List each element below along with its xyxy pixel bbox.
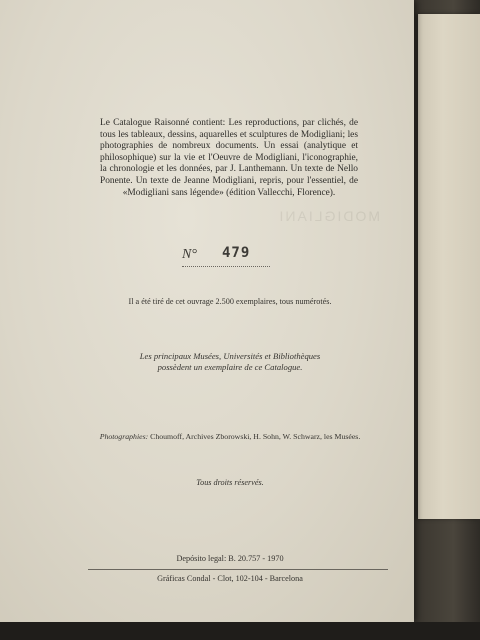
print-run-note: Il a été tiré de cet ouvrage 2.500 exemplaires, tous numérotés.: [128, 297, 332, 306]
serial-label: N°: [182, 247, 197, 262]
photo-credits-label: Photographies:: [99, 432, 149, 441]
legal-deposit: Depósito legal: B. 20.757 - 1970: [176, 554, 284, 563]
printer-imprint: Gráficas Condal - Clot, 102-104 - Barcelona: [157, 574, 303, 583]
museums-note: [70, 351, 390, 373]
catalogue-contents-paragraph: Le Catalogue Raisonné contient: Les reproductions, par clichés, de tous les tableaux, dessins, aquarelles et sculptures de Modigliani; les photographies de nombreux documents. Un essai (analytique et philosophique) sur la vie et l'Oeuvre de Modigliani, l'iconographie, la chronologie et les données, par J. Lanthemann. Un texte de Nello Ponente. Un texte de Jeanne Modigliani, repris, pour l'essentiel, de «Modigliani sans légende» (édition Vallecchi, Florence).: [100, 118, 358, 198]
show-through-text: MODIGLIANI: [277, 208, 380, 224]
table-surface: [0, 622, 480, 640]
divider-rule: [88, 569, 388, 570]
adjacent-page-edge: [418, 14, 480, 519]
museums-note-line-1: Les principaux Musées, Universités et Bibliothèques: [139, 351, 321, 361]
photo-credits-names: Choumoff, Archives Zborowski, H. Sohn, W. Schwarz, les Musées.: [150, 432, 361, 441]
serial-number-field: [182, 246, 270, 267]
museums-note-line-2: possèdent un exemplaire de ce Catalogue.: [157, 362, 303, 372]
rights-reserved: Tous droits réservés.: [196, 478, 264, 487]
photo-credits: [70, 432, 390, 442]
serial-number-stamp: 479: [222, 245, 251, 261]
